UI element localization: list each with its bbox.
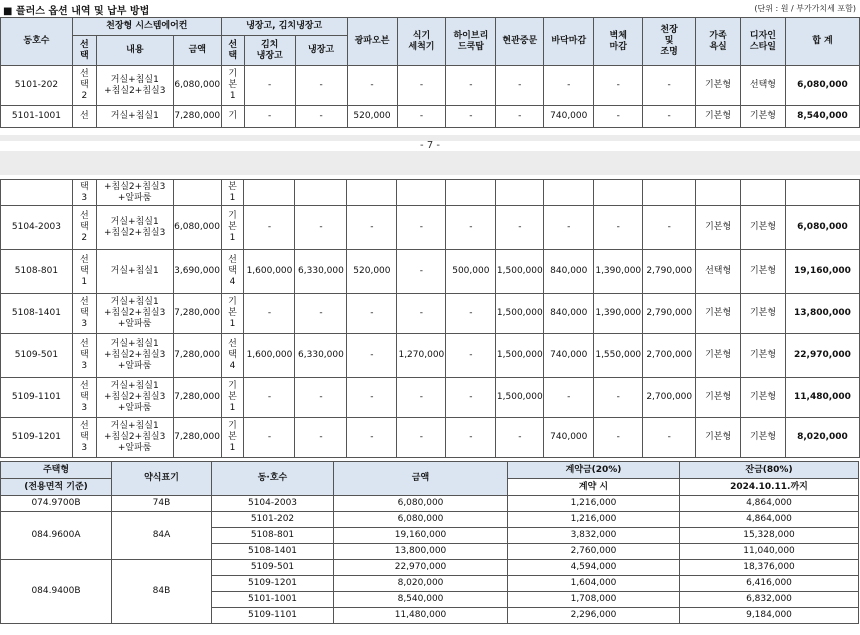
cell-empty xyxy=(544,180,594,206)
cell-empty xyxy=(696,180,741,206)
cell-ceiling: 2,700,000 xyxy=(643,334,696,378)
cell-floor: - xyxy=(544,66,594,106)
cell-fridge: - xyxy=(295,66,347,106)
cell-kimchi: - xyxy=(244,66,295,106)
cell-oven: - xyxy=(347,378,397,418)
cell-fridge-select: 기 본 1 xyxy=(221,418,244,458)
cell-floor: 740,000 xyxy=(544,334,594,378)
cell-amount: 7,280,000 xyxy=(173,334,221,378)
cell-amount xyxy=(173,180,221,206)
cell-wall: - xyxy=(594,66,643,106)
pay-cell-unit: 5101-202 xyxy=(212,512,334,528)
cell-empty xyxy=(594,180,643,206)
pay-cell-amount: 6,080,000 xyxy=(334,512,508,528)
header-amount: 금액 xyxy=(173,36,221,66)
header-dishwasher: 식기 세척기 xyxy=(397,18,446,66)
cell-ceiling: 2,790,000 xyxy=(643,294,696,334)
pay-cell-type: 074.9700B xyxy=(1,496,112,512)
header-floor: 바닥마감 xyxy=(544,18,594,66)
pay-cell-balance: 15,328,000 xyxy=(680,528,859,544)
cell-empty xyxy=(446,180,496,206)
cell-entrance: - xyxy=(496,418,544,458)
cell-content: 거실+침실1 xyxy=(96,106,173,128)
cell-select: 택 3 xyxy=(72,180,96,206)
pay-cell-deposit: 1,604,000 xyxy=(508,576,680,592)
cell-oven: - xyxy=(347,66,397,106)
cell-design: 기본형 xyxy=(741,418,786,458)
pay-cell-amount: 13,800,000 xyxy=(334,544,508,560)
pay-cell-unit: 5109-1201 xyxy=(212,576,334,592)
cell-content: 거실+침실1 +침실2+침실3 +알파룸 xyxy=(96,418,173,458)
pay-cell-unit: 5108-801 xyxy=(212,528,334,544)
cell-content: 거실+침실1 +침실2+침실3 xyxy=(96,66,173,106)
cell-hybrid: - xyxy=(446,334,496,378)
cell-fridge-select: 기 본 1 xyxy=(221,206,244,250)
cell-unit: 5101-1001 xyxy=(1,106,73,128)
cell-fridge: 6,330,000 xyxy=(295,334,347,378)
cell-fridge-select: 선 택 4 xyxy=(221,334,244,378)
cell-empty xyxy=(496,180,544,206)
pay-cell-balance: 4,864,000 xyxy=(680,496,859,512)
table-row xyxy=(1,418,860,458)
cell-oven: - xyxy=(347,294,397,334)
cell-amount: 3,690,000 xyxy=(173,250,221,294)
cell-entrance: - xyxy=(496,206,544,250)
pay-cell-amount: 8,540,000 xyxy=(334,592,508,608)
cell-unit: 5108-801 xyxy=(1,250,73,294)
pay-cell-deposit: 3,832,000 xyxy=(508,528,680,544)
cell-hybrid: - xyxy=(446,294,496,334)
cell-entrance: 1,500,000 xyxy=(496,334,544,378)
cell-content: 거실+침실1 +침실2+침실3 +알파룸 xyxy=(96,334,173,378)
pay-cell-balance: 6,832,000 xyxy=(680,592,859,608)
cell-hybrid: - xyxy=(446,106,496,128)
cell-floor: 740,000 xyxy=(544,418,594,458)
header-ceiling-ac: 천장형 시스템에어컨 xyxy=(72,18,221,36)
pay-cell-amount: 6,080,000 xyxy=(334,496,508,512)
cell-unit xyxy=(1,180,73,206)
cell-empty xyxy=(785,180,859,206)
pay-cell-deposit: 2,760,000 xyxy=(508,544,680,560)
cell-select: 선 택 3 xyxy=(72,378,96,418)
cell-select: 선 택 3 xyxy=(72,334,96,378)
cell-content: +침실2+침실3 +알파룸 xyxy=(96,180,173,206)
header-hybrid-cooktop: 하이브리 드쿡탑 xyxy=(446,18,496,66)
cell-total: 13,800,000 xyxy=(785,294,859,334)
cell-bath: 기본형 xyxy=(696,294,741,334)
header-unit-no: 동호수 xyxy=(1,18,73,66)
cell-design: 선택형 xyxy=(740,66,785,106)
cell-amount: 7,280,000 xyxy=(173,378,221,418)
cell-amount: 7,280,000 xyxy=(173,106,221,128)
pay-header-balance-sub: 2024.10.11.까지 xyxy=(680,479,859,496)
page-number: - 7 - xyxy=(420,140,440,151)
cell-floor: - xyxy=(544,206,594,250)
cell-total: 8,020,000 xyxy=(785,418,859,458)
cell-empty xyxy=(643,180,696,206)
pay-header-balance: 잔금(80%) xyxy=(680,462,859,479)
cell-kimchi: - xyxy=(244,294,295,334)
cell-fridge-select: 기 xyxy=(221,106,244,128)
payment-row xyxy=(1,560,859,576)
cell-unit: 5104-2003 xyxy=(1,206,73,250)
cell-select: 선 xyxy=(72,106,96,128)
cell-select: 선 택 2 xyxy=(72,206,96,250)
pay-cell-deposit: 1,216,000 xyxy=(508,512,680,528)
pay-cell-amount: 11,480,000 xyxy=(334,608,508,624)
page-break-band xyxy=(0,151,860,175)
pay-header-unit: 동·호수 xyxy=(212,462,334,496)
header-design-style: 디자인 스타일 xyxy=(740,18,785,66)
cell-ceiling: - xyxy=(643,206,696,250)
cell-kimchi: - xyxy=(244,418,295,458)
cell-hybrid: - xyxy=(446,378,496,418)
cell-bath: 기본형 xyxy=(696,66,741,106)
cell-dish: - xyxy=(397,66,446,106)
pay-cell-deposit: 1,216,000 xyxy=(508,496,680,512)
cell-dish: - xyxy=(397,378,446,418)
payment-row xyxy=(1,512,859,528)
pay-cell-unit: 5104-2003 xyxy=(212,496,334,512)
table-row xyxy=(1,66,860,106)
cell-empty xyxy=(295,180,347,206)
cell-amount: 7,280,000 xyxy=(173,418,221,458)
cell-design: 기본형 xyxy=(741,250,786,294)
header-kimchi-fridge: 김치 냉장고 xyxy=(244,36,295,66)
cell-kimchi: 1,600,000 xyxy=(244,334,295,378)
cell-total: 6,080,000 xyxy=(785,206,859,250)
cell-fridge: - xyxy=(295,206,347,250)
payment-table xyxy=(0,461,859,624)
pay-header-deposit: 계약금(20%) xyxy=(508,462,680,479)
cell-fridge-select: 본 1 xyxy=(221,180,244,206)
cell-design: 기본형 xyxy=(741,206,786,250)
cell-kimchi: - xyxy=(244,106,295,128)
cell-empty xyxy=(741,180,786,206)
cell-ceiling: - xyxy=(643,418,696,458)
pay-cell-balance: 11,040,000 xyxy=(680,544,859,560)
cell-total: 6,080,000 xyxy=(785,66,859,106)
header-fridge: 냉장고 xyxy=(295,36,347,66)
cell-fridge-select: 기 본 1 xyxy=(221,66,244,106)
cell-hybrid: - xyxy=(446,418,496,458)
pay-cell-abbr: 74B xyxy=(112,496,212,512)
cell-bath: 기본형 xyxy=(696,418,741,458)
cell-design: 기본형 xyxy=(741,334,786,378)
pay-cell-amount: 22,970,000 xyxy=(334,560,508,576)
cell-unit: 5109-501 xyxy=(1,334,73,378)
cell-oven: 520,000 xyxy=(347,250,397,294)
cell-floor: - xyxy=(544,378,594,418)
cell-fridge-select: 선 택 4 xyxy=(221,250,244,294)
cell-dish: - xyxy=(397,106,446,128)
cell-floor: 840,000 xyxy=(544,294,594,334)
cell-design: 기본형 xyxy=(741,294,786,334)
pay-cell-abbr: 84A xyxy=(112,512,212,560)
pay-header-amount: 금액 xyxy=(334,462,508,496)
table-row xyxy=(1,106,860,128)
cell-total: 8,540,000 xyxy=(785,106,859,128)
option-table-top xyxy=(0,17,860,128)
cell-ceiling: - xyxy=(643,106,696,128)
cell-bath: 기본형 xyxy=(696,106,741,128)
pay-header-type: 주택형 xyxy=(1,462,112,479)
pay-cell-amount: 8,020,000 xyxy=(334,576,508,592)
cell-design: 기본형 xyxy=(741,378,786,418)
cell-entrance: 1,500,000 xyxy=(496,378,544,418)
cell-total: 11,480,000 xyxy=(785,378,859,418)
cell-hybrid: - xyxy=(446,66,496,106)
header-entrance-door: 현관중문 xyxy=(496,18,544,66)
pay-cell-balance: 18,376,000 xyxy=(680,560,859,576)
cell-fridge: - xyxy=(295,418,347,458)
cell-empty xyxy=(244,180,295,206)
cell-fridge-select: 기 본 1 xyxy=(221,378,244,418)
pay-cell-unit: 5101-1001 xyxy=(212,592,334,608)
section-title: ■ 플러스 옵션 내역 및 납부 방법 xyxy=(3,6,150,17)
header-fridge-group: 냉장고, 김치냉장고 xyxy=(221,18,347,36)
cell-floor: 840,000 xyxy=(544,250,594,294)
cell-content: 거실+침실1 xyxy=(96,250,173,294)
section-header xyxy=(0,0,860,17)
table-row-continued xyxy=(1,180,860,206)
cell-unit: 5101-202 xyxy=(1,66,73,106)
cell-bath: 기본형 xyxy=(696,378,741,418)
cell-unit: 5109-1201 xyxy=(1,418,73,458)
cell-total: 19,160,000 xyxy=(785,250,859,294)
cell-select: 선 택 2 xyxy=(72,66,96,106)
header-select: 선 택 xyxy=(72,36,96,66)
pay-header-type-sub: (전용면적 기준) xyxy=(1,479,112,496)
cell-entrance: - xyxy=(496,66,544,106)
table-row xyxy=(1,378,860,418)
header-wall: 벽체 마감 xyxy=(594,18,643,66)
header-content: 내용 xyxy=(96,36,173,66)
cell-oven: - xyxy=(347,334,397,378)
cell-total: 22,970,000 xyxy=(785,334,859,378)
table-row xyxy=(1,334,860,378)
cell-dish: - xyxy=(397,418,446,458)
cell-wall: 1,550,000 xyxy=(594,334,643,378)
cell-fridge: - xyxy=(295,106,347,128)
cell-wall: 1,390,000 xyxy=(594,250,643,294)
cell-bath: 선택형 xyxy=(696,250,741,294)
cell-bath: 기본형 xyxy=(696,206,741,250)
cell-dish: - xyxy=(397,294,446,334)
pay-cell-unit: 5109-1101 xyxy=(212,608,334,624)
cell-ceiling: 2,700,000 xyxy=(643,378,696,418)
pay-cell-amount: 19,160,000 xyxy=(334,528,508,544)
cell-wall: - xyxy=(594,206,643,250)
cell-oven: - xyxy=(347,206,397,250)
cell-select: 선 택 3 xyxy=(72,418,96,458)
header-fridge-select: 선 택 xyxy=(221,36,244,66)
pay-cell-unit: 5108-1401 xyxy=(212,544,334,560)
cell-dish: - xyxy=(397,206,446,250)
cell-fridge-select: 기 본 1 xyxy=(221,294,244,334)
pay-cell-balance: 6,416,000 xyxy=(680,576,859,592)
unit-note: (단위 : 원 / 부가가치세 포함) xyxy=(754,4,856,13)
cell-wall: - xyxy=(594,378,643,418)
header-oven: 광파오븐 xyxy=(347,18,397,66)
pay-cell-abbr: 84B xyxy=(112,560,212,624)
cell-oven: - xyxy=(347,418,397,458)
cell-select: 선 택 1 xyxy=(72,250,96,294)
page-break xyxy=(0,131,860,179)
cell-kimchi: - xyxy=(244,378,295,418)
cell-wall: - xyxy=(594,106,643,128)
table-row xyxy=(1,294,860,334)
table-row xyxy=(1,250,860,294)
table-row xyxy=(1,206,860,250)
cell-empty xyxy=(397,180,446,206)
cell-design: 기본형 xyxy=(740,106,785,128)
cell-amount: 6,080,000 xyxy=(173,66,221,106)
pay-cell-type: 084.9600A xyxy=(1,512,112,560)
cell-kimchi: 1,600,000 xyxy=(244,250,295,294)
cell-entrance: - xyxy=(496,106,544,128)
option-table-bottom xyxy=(0,179,860,458)
payment-row xyxy=(1,496,859,512)
cell-fridge: - xyxy=(295,378,347,418)
cell-wall: 1,390,000 xyxy=(594,294,643,334)
cell-content: 거실+침실1 +침실2+침실3 +알파룸 xyxy=(96,294,173,334)
cell-empty xyxy=(347,180,397,206)
cell-wall: - xyxy=(594,418,643,458)
pay-header-deposit-sub: 계약 시 xyxy=(508,479,680,496)
pay-cell-type: 084.9400B xyxy=(1,560,112,624)
cell-dish: 1,270,000 xyxy=(397,334,446,378)
pay-cell-deposit: 1,708,000 xyxy=(508,592,680,608)
cell-ceiling: - xyxy=(643,66,696,106)
header-ceiling-light: 천장 및 조명 xyxy=(643,18,696,66)
cell-kimchi: - xyxy=(244,206,295,250)
cell-oven: 520,000 xyxy=(347,106,397,128)
pay-cell-unit: 5109-501 xyxy=(212,560,334,576)
cell-content: 거실+침실1 +침실2+침실3 +알파룸 xyxy=(96,378,173,418)
cell-content: 거실+침실1 +침실2+침실3 xyxy=(96,206,173,250)
cell-amount: 6,080,000 xyxy=(173,206,221,250)
pay-cell-balance: 4,864,000 xyxy=(680,512,859,528)
pay-cell-deposit: 4,594,000 xyxy=(508,560,680,576)
cell-unit: 5108-1401 xyxy=(1,294,73,334)
cell-floor: 740,000 xyxy=(544,106,594,128)
cell-hybrid: 500,000 xyxy=(446,250,496,294)
cell-dish: - xyxy=(397,250,446,294)
pay-header-abbr: 약식표기 xyxy=(112,462,212,496)
cell-select: 선 택 3 xyxy=(72,294,96,334)
cell-unit: 5109-1101 xyxy=(1,378,73,418)
pay-cell-deposit: 2,296,000 xyxy=(508,608,680,624)
header-total: 합 계 xyxy=(785,18,859,66)
cell-hybrid: - xyxy=(446,206,496,250)
cell-bath: 기본형 xyxy=(696,334,741,378)
cell-entrance: 1,500,000 xyxy=(496,250,544,294)
cell-fridge: 6,330,000 xyxy=(295,250,347,294)
cell-entrance: 1,500,000 xyxy=(496,294,544,334)
cell-fridge: - xyxy=(295,294,347,334)
header-family-bath: 가족 욕실 xyxy=(696,18,741,66)
cell-ceiling: 2,790,000 xyxy=(643,250,696,294)
pay-cell-balance: 9,184,000 xyxy=(680,608,859,624)
cell-amount: 7,280,000 xyxy=(173,294,221,334)
